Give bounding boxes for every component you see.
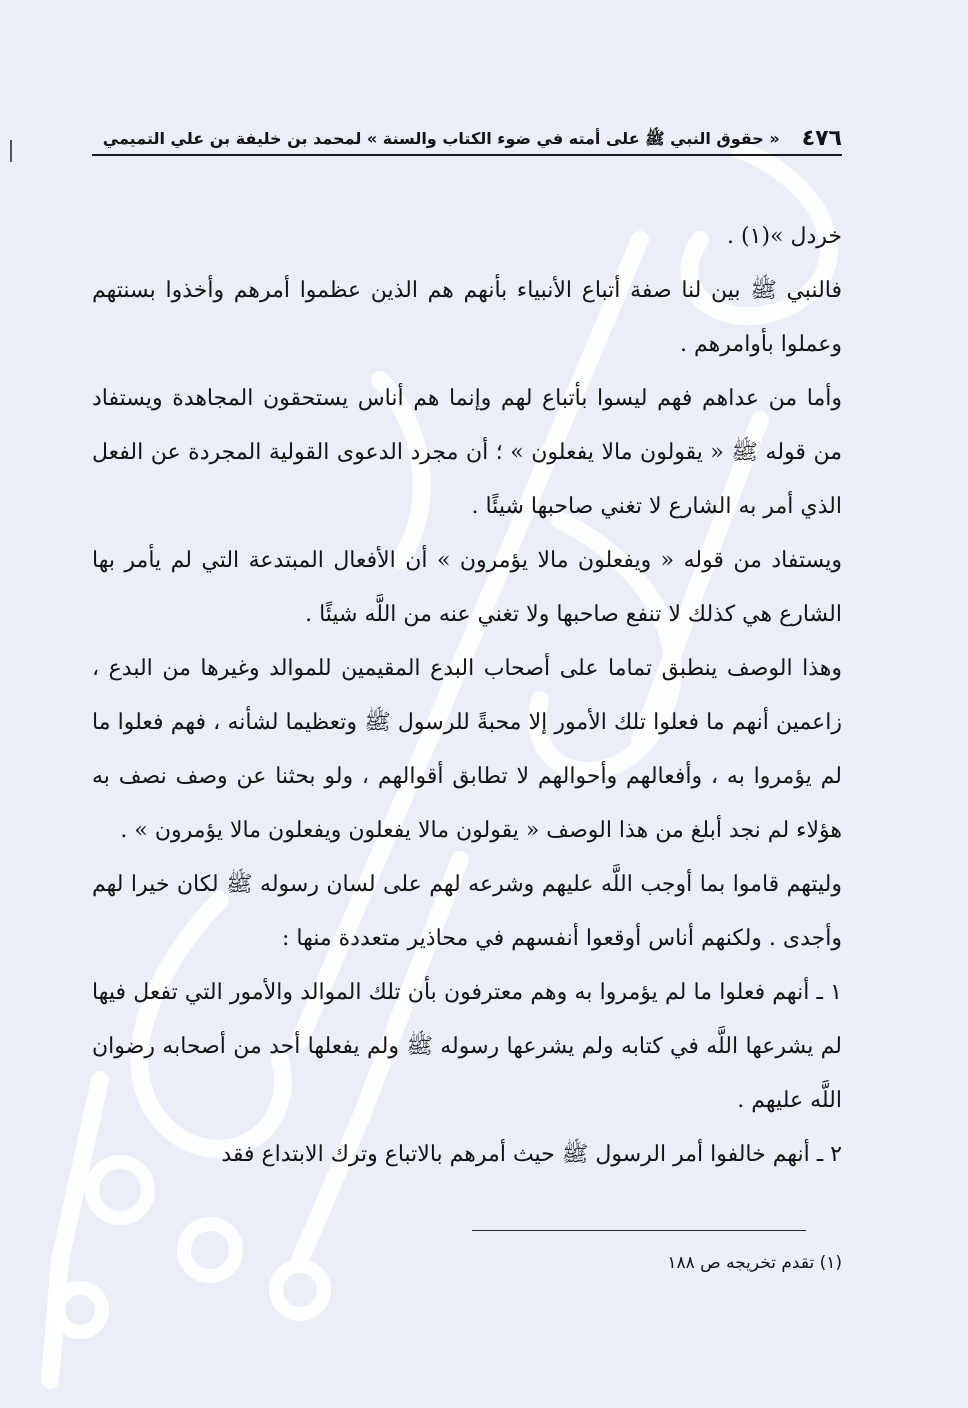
scan-margin-mark <box>10 140 12 162</box>
paragraph: فالنبي ﷺ بين لنا صفة أتباع الأنبياء بأنهم هم الذين عظموا أمرهم وأخذوا بسنتهم وعملوا بأوامرهم . <box>92 278 842 357</box>
paragraph: ١ ـ أنهم فعلوا ما لم يؤمروا به وهم معترفون بأن تلك الموالد والأمور التي تفعل فيها لم يشرعها اللَّه في كتابه ولم يشرعها رسوله ﷺ ولم يفعلها أحد من أصحابه رضوان اللَّه عليهم . <box>92 980 842 1113</box>
paragraph: ويستفاد من قوله « ويفعلون مالا يؤمرون » أن الأفعال المبتدعة التي لم يأمر بها الشارع هي كذلك لا تنفع صاحبها ولا تغني عنه من اللَّه شيئًا . <box>92 548 842 627</box>
paragraph: ٢ ـ أنهم خالفوا أمر الرسول ﷺ حيث أمرهم بالاتباع وترك الابتداع فقد <box>221 1142 842 1167</box>
paragraph: وهذا الوصف ينطبق تماما على أصحاب البدع المقيمين للموالد وغيرها من البدع ، زاعمين أنهم ما فعلوا تلك الأمور إلا محبةً للرسول ﷺ وتعظيما لشأنه ، فهم فعلوا ما لم يؤمروا به ، وأفعالهم وأحوالهم لا تطابق أقوالهم ، ولو بحثنا عن وصف نصف به هؤلاء لم نجد أبلغ من هذا الوصف « يقولون مالا يفعلون ويفعلون مالا يؤمرون » . <box>92 656 842 843</box>
header-rule <box>92 154 842 156</box>
page-header <box>92 118 842 154</box>
page-number: ٤٧٦ <box>801 126 842 151</box>
running-title: « حقوق النبي ﷺ على أمته في ضوء الكتاب والسنة » لمحمد بن خليفة بن علي التميمي <box>102 129 780 148</box>
footnote: (١) تقدم تخريجه ص ١٨٨ <box>667 1253 842 1273</box>
paragraph: وأما من عداهم فهم ليسوا بأتباع لهم وإنما هم أناس يستحقون المجاهدة ويستفاد من قوله ﷺ « يقولون مالا يفعلون » ؛ أن مجرد الدعوى القولية المجردة عن الفعل الذي أمر به الشارع لا تغني صاحبها شيئًا . <box>92 386 842 519</box>
paragraph: خردل »(١) . <box>727 224 842 249</box>
paragraph: وليتهم قاموا بما أوجب اللَّه عليهم وشرعه لهم على لسان رسوله ﷺ لكان خيرا لهم وأجدى . ولكنهم أناس أوقعوا أنفسهم في محاذير متعددة منها : <box>92 872 842 951</box>
footnote-rule <box>472 1230 806 1231</box>
body-text <box>92 210 842 1182</box>
